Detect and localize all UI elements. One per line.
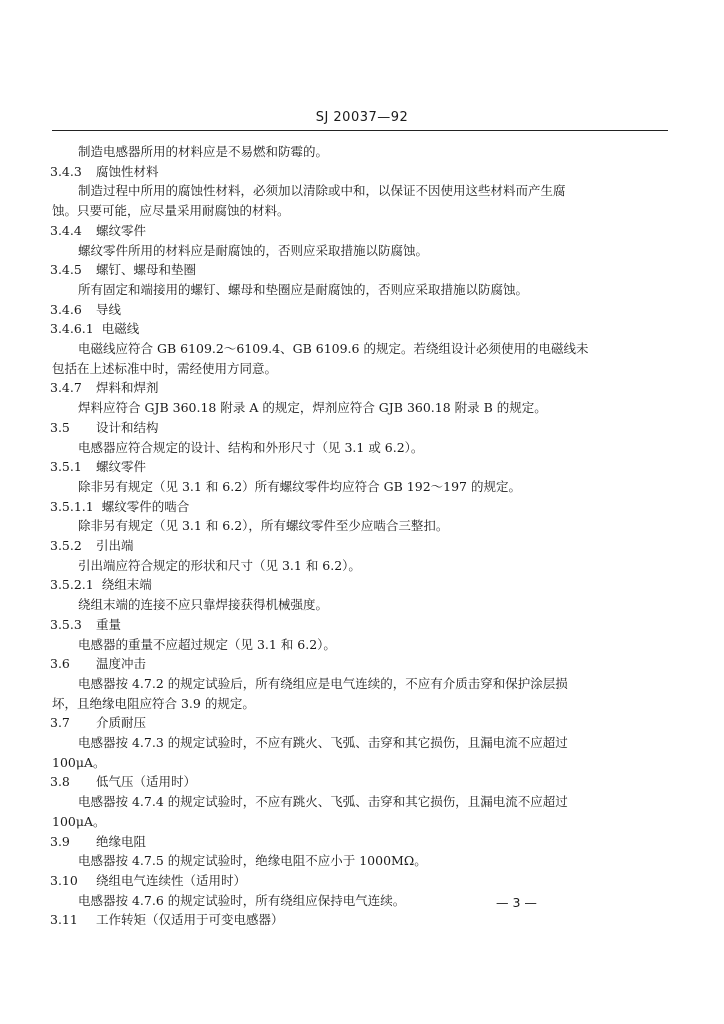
section-heading — [50, 834, 146, 850]
section-title: 螺纹零件的啮合 — [101, 498, 190, 514]
section-number: 3.11 — [50, 912, 78, 928]
section-heading — [50, 873, 246, 889]
section-title: 绝缘电阻 — [96, 833, 147, 849]
standard-code-header: SJ 20037—92 — [315, 110, 409, 125]
section-number: 3.5.3 — [50, 616, 82, 632]
section-number: 3.9 — [50, 833, 70, 849]
section-number: 3.10 — [50, 872, 78, 888]
section-heading — [50, 262, 196, 278]
paragraph-line: 电感器应符合规定的设计、结构和外形尺寸（见 3.1 或 6.2）。 — [78, 439, 424, 455]
section-heading — [50, 164, 159, 180]
section-heading — [50, 420, 159, 436]
section-number: 3.4.4 — [50, 222, 82, 238]
paragraph-line: 绕组末端的连接不应只靠焊接获得机械强度。 — [78, 597, 329, 613]
section-number: 3.5.2 — [50, 538, 82, 553]
section-number: 3.4.3 — [50, 163, 82, 179]
section-heading — [50, 912, 284, 928]
section-number: 3.5.1 — [50, 459, 82, 475]
paragraph-line: 电感器按 4.7.6 的规定试验时，所有绕组应保持电气连续。 — [78, 892, 406, 908]
section-title: 导线 — [96, 301, 122, 317]
paragraph-line: 引出端应符合规定的形状和尺寸（见 3.1 和 6.2）。 — [78, 557, 361, 573]
section-heading — [50, 302, 121, 318]
page-number: — 3 — — [496, 895, 537, 910]
paragraph-line: 制造电感器所用的材料应是不易燃和防霉的。 — [78, 144, 329, 159]
paragraph-line: 所有固定和端接用的螺钉、螺母和垫圈应是耐腐蚀的，否则应采取措施以防腐蚀。 — [78, 281, 529, 297]
paragraph-line: 焊料应符合 GJB 360.18 附录 A 的规定，焊剂应符合 GJB 360.18 附录 B 的规定。 — [78, 400, 547, 416]
paragraph-line: 电感器按 4.7.5 的规定试验时，绝缘电阻不应小于 1000MΩ。 — [78, 853, 427, 869]
section-title: 绕组末端 — [101, 577, 152, 593]
section-title: 螺纹零件 — [96, 222, 147, 238]
section-heading — [50, 715, 146, 731]
section-number: 3.6 — [50, 656, 70, 672]
paragraph-line: 电磁线应符合 GB 6109.2～6109.4、GB 6109.6 的规定。若绕组设计必须使用的电磁线未 — [78, 341, 589, 356]
section-number: 3.4.7 — [50, 380, 82, 396]
section-title: 螺纹零件 — [96, 459, 147, 475]
section-heading — [50, 577, 152, 593]
paragraph-line: 电感器的重量不应超过规定（见 3.1 和 6.2）。 — [78, 636, 336, 652]
section-heading — [50, 459, 146, 475]
section-number: 3.7 — [50, 715, 70, 731]
section-title: 重量 — [96, 616, 122, 632]
paragraph-line: 除非另有规定（见 3.1 和 6.2），所有螺纹零件至少应啮合三整扣。 — [78, 518, 449, 534]
section-number: 3.5.1.1 — [50, 498, 94, 514]
paragraph-line: 制造过程中所用的腐蚀性材料，必须加以清除或中和，以保证不因使用这些材料而产生腐 — [78, 183, 566, 199]
paragraph-continuation: 坏，且绝缘电阻应符合 3.9 的规定。 — [52, 695, 255, 711]
section-title: 螺钉、螺母和垫圈 — [96, 262, 197, 278]
section-title: 引出端 — [96, 538, 134, 553]
section-heading — [50, 656, 146, 672]
section-title: 低气压（适用时） — [96, 774, 197, 790]
paragraph-continuation: 包括在上述标准中时，需经使用方同意。 — [52, 360, 278, 376]
section-heading — [50, 774, 196, 790]
section-title: 设计和结构 — [96, 419, 159, 435]
paragraph-line: 电感器按 4.7.4 的规定试验时，不应有跳火、飞弧、击穿和其它损伤，且漏电流不应超过 — [78, 794, 568, 810]
paragraph-line: 电感器按 4.7.2 的规定试验后，所有绕组应是电气连续的，不应有介质击穿和保护涂层损 — [78, 675, 568, 691]
paragraph-continuation: 100μA。 — [52, 813, 106, 829]
section-heading — [50, 499, 189, 515]
section-heading — [50, 380, 159, 396]
section-title: 温度冲击 — [96, 656, 147, 672]
section-title: 腐蚀性材料 — [96, 163, 159, 179]
section-title: 介质耐压 — [96, 715, 147, 731]
section-heading — [50, 617, 121, 633]
section-title: 工作转矩（仅适用于可变电感器） — [96, 912, 284, 928]
paragraph-line: 螺纹零件所用的材料应是耐腐蚀的，否则应采取措施以防腐蚀。 — [78, 242, 429, 258]
section-title: 焊料和焊剂 — [96, 380, 159, 396]
section-number: 3.4.5 — [50, 262, 82, 278]
section-number: 3.5.2.1 — [50, 577, 94, 593]
section-title: 电磁线 — [101, 321, 140, 337]
section-number: 3.4.6 — [50, 301, 82, 317]
paragraph-continuation: 100μA。 — [52, 754, 106, 770]
section-number: 3.8 — [50, 774, 70, 790]
paragraph-line: 电感器按 4.7.3 的规定试验时，不应有跳火、飞弧、击穿和其它损伤，且漏电流不应超过 — [78, 735, 568, 750]
section-number: 3.4.6.1 — [50, 321, 94, 337]
paragraph-line: 除非另有规定（见 3.1 和 6.2）所有螺纹零件均应符合 GB 192～197 的规定。 — [78, 478, 521, 494]
section-title: 绕组电气连续性（适用时） — [96, 872, 247, 888]
section-number: 3.5 — [50, 419, 70, 435]
section-heading — [50, 538, 134, 554]
section-heading — [50, 321, 139, 337]
section-heading — [50, 223, 146, 239]
paragraph-continuation: 蚀。只要可能，应尽量采用耐腐蚀的材料。 — [52, 203, 290, 219]
